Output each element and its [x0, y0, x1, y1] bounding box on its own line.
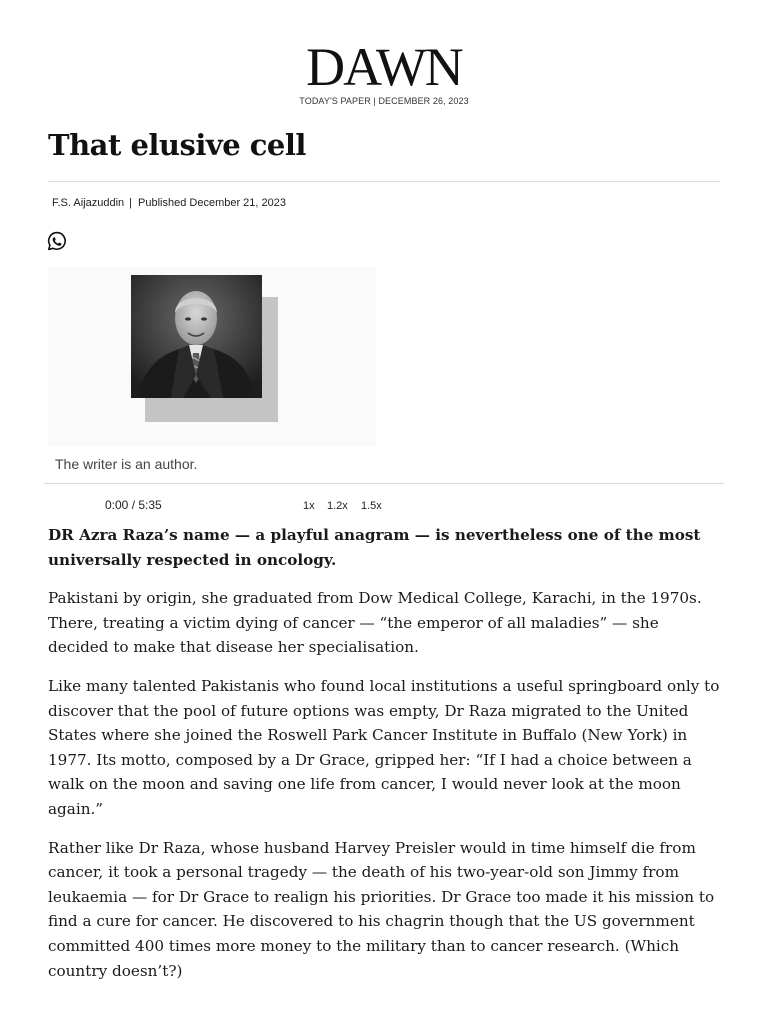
published-date: Published December 21, 2023	[138, 197, 286, 209]
todays-paper-link[interactable]: TODAY'S PAPER | DECEMBER 26, 2023	[299, 96, 469, 106]
audio-time: 0:00 / 5:35	[105, 498, 162, 512]
caption-divider	[44, 483, 724, 484]
author-link[interactable]: F.S. Aijazuddin	[52, 197, 125, 209]
whatsapp-icon[interactable]	[47, 231, 67, 251]
dawn-logo[interactable]: DAWN	[306, 37, 462, 97]
masthead	[0, 37, 768, 106]
article-title: That elusive cell	[48, 128, 306, 162]
article-paragraph: DR Azra Raza’s name — a playful anagram — is nevertheless one of the most universally respected in oncology.	[48, 526, 701, 569]
byline-separator: |	[129, 197, 133, 209]
speed-1x-button[interactable]: 1x	[303, 500, 315, 512]
audio-player	[48, 498, 720, 516]
photo-caption: The writer is an author.	[55, 456, 198, 472]
article-paragraph: Like many talented Pakistanis who found local institutions a useful springboard only to discover that the pool of future options was empty, Dr Raza migrated to the United States where she joined the Roswell Park Cancer Institute in Buffalo (New York) in 1977. Its motto, composed by a Dr Grace, gripped her: “If I had a choice between a walk on the moon and saving one life from cancer, I would never look at the moon again.”	[48, 676, 720, 818]
article-body	[48, 523, 722, 997]
author-photo-frame	[48, 267, 376, 447]
author-photo	[131, 275, 262, 398]
article-paragraph: Pakistani by origin, she graduated from Dow Medical College, Karachi, in the 1970s. There, treating a victim dying of cancer — “the emperor of all maladies” — she decided to make that disease her specialisation.	[48, 589, 702, 657]
speed-1-5x-button[interactable]: 1.5x	[361, 500, 382, 512]
byline	[52, 197, 286, 209]
speed-1-2x-button[interactable]: 1.2x	[327, 500, 348, 512]
title-divider	[48, 181, 720, 182]
article-paragraph: Rather like Dr Raza, whose husband Harvey Preisler would in time himself die from cancer, it took a personal tragedy — the death of his two-year-old son Jimmy from leukaemia — for Dr Grace to realign his priorities. Dr Grace too made it his mission to find a cure for cancer. He discovered to his chagrin though that the US government committed 400 times more money to the military than to cancer research. (Which country doesn’t?)	[48, 838, 715, 980]
